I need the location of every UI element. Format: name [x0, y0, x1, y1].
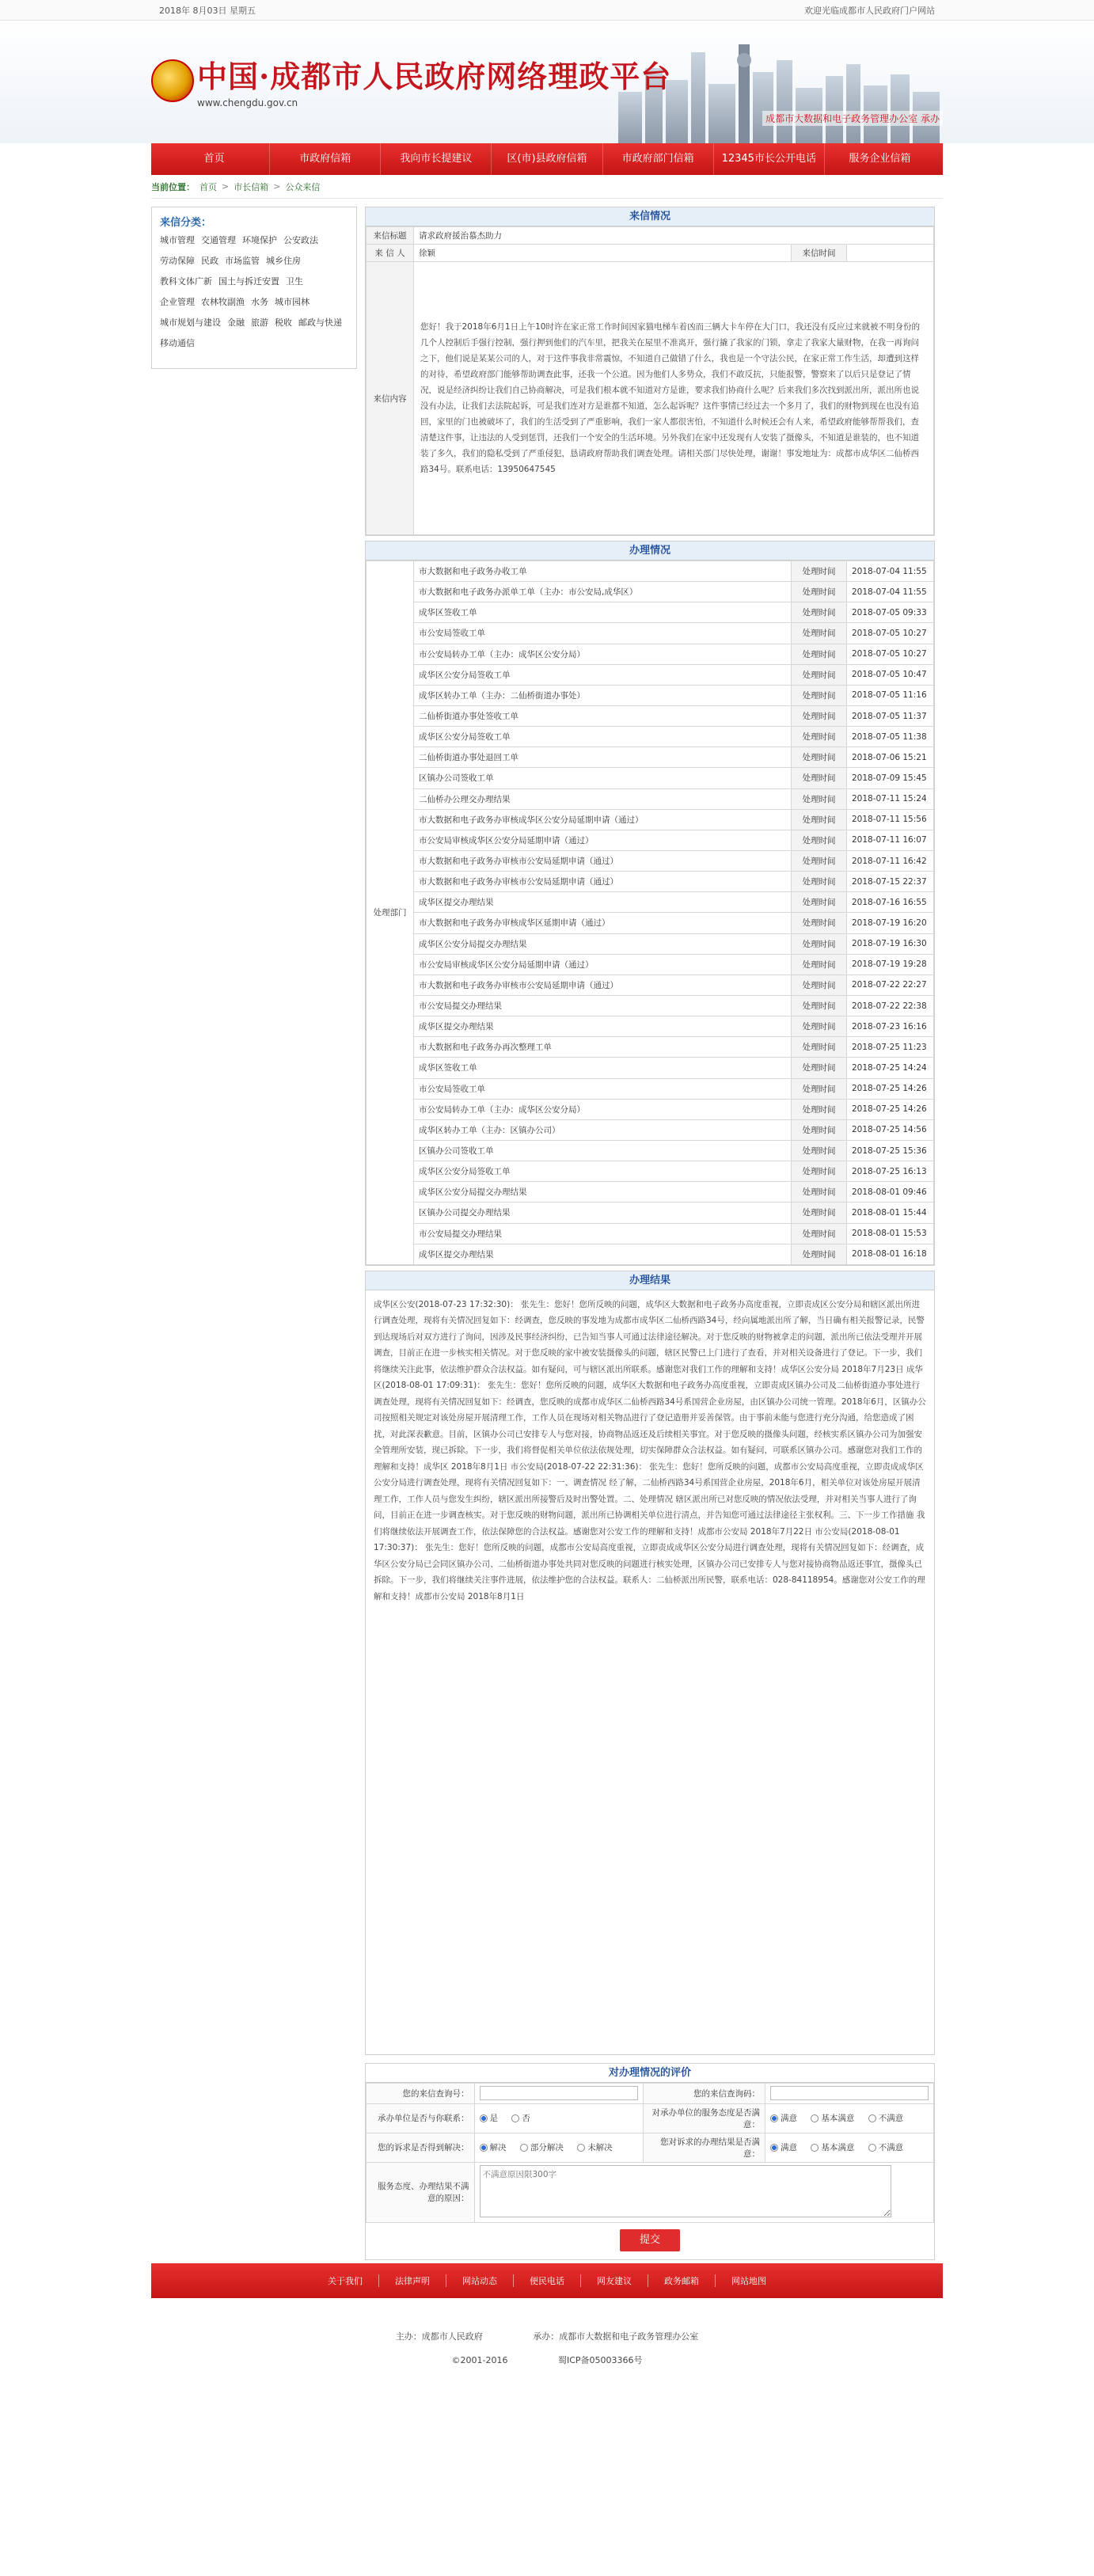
process-time: 2018-07-05 11:37 — [847, 705, 934, 726]
process-time-label: 处理时间 — [792, 872, 847, 892]
process-row — [367, 1016, 934, 1037]
process-time-label: 处理时间 — [792, 1016, 847, 1037]
process-time-label: 处理时间 — [792, 975, 847, 995]
category-item[interactable]: 城市规划与建设 — [160, 317, 221, 328]
subject-label: 来信标题 — [367, 227, 414, 245]
process-time: 2018-07-05 09:33 — [847, 602, 934, 623]
process-time-label: 处理时间 — [792, 933, 847, 954]
breadcrumb-home-link[interactable]: 首页 — [199, 181, 217, 192]
category-item[interactable]: 邮政与快递 — [298, 317, 342, 328]
process-dept: 成华区公安分局签收工单 — [414, 1161, 792, 1182]
process-row — [367, 1119, 934, 1140]
process-time: 2018-07-04 11:55 — [847, 582, 934, 602]
process-time-label: 处理时间 — [792, 727, 847, 747]
process-row — [367, 1182, 934, 1203]
letter-subject: 请求政府援治慕杰助力 — [414, 227, 934, 245]
nav-item-0[interactable]: 首页 — [159, 143, 270, 175]
process-time-label: 处理时间 — [792, 685, 847, 705]
process-time: 2018-07-23 16:16 — [847, 1016, 934, 1037]
welcome-text: 欢迎光临成都市人民政府门户网站 — [804, 6, 935, 16]
process-side-label: 处理部门 — [367, 561, 414, 1265]
footer-link[interactable]: 关于我们 — [312, 2274, 379, 2287]
process-time-label: 处理时间 — [792, 1078, 847, 1099]
process-dept: 区镇办公司签收工单 — [414, 1140, 792, 1161]
process-dept: 市公安局审核成华区公安分局延期申请（通过） — [414, 830, 792, 850]
footer-nav — [0, 2263, 1094, 2298]
breadcrumb-letters-link[interactable]: 公众来信 — [285, 181, 321, 192]
process-time-label: 处理时间 — [792, 892, 847, 913]
process-row — [367, 1223, 934, 1244]
letter-section-title: 来信情况 — [366, 207, 934, 226]
evaluation-form — [365, 2063, 935, 2260]
footer-link[interactable]: 法律声明 — [379, 2274, 446, 2287]
process-time: 2018-08-01 16:18 — [847, 1244, 934, 1264]
process-time: 2018-07-05 10:27 — [847, 644, 934, 664]
process-row — [367, 727, 934, 747]
service-satisfied-radio[interactable]: 满意 — [770, 2112, 797, 2124]
process-dept: 成华区公安分局签收工单 — [414, 664, 792, 685]
footer-icp: 蜀ICP备05003366号 — [557, 2354, 643, 2365]
process-section — [365, 541, 935, 1266]
process-dept: 成华区公安分局提交办理结果 — [414, 1182, 792, 1203]
process-time: 2018-07-15 22:37 — [847, 872, 934, 892]
process-dept: 市大数据和电子政务办审核成华区延期申请（通过） — [414, 913, 792, 933]
process-time: 2018-07-19 16:20 — [847, 913, 934, 933]
process-dept: 市大数据和电子政务办审核成华区公安分局延期申请（通过） — [414, 809, 792, 830]
process-dept: 市大数据和电子政务办审核市公安局延期申请（通过） — [414, 872, 792, 892]
national-emblem-icon — [151, 59, 194, 102]
process-time: 2018-07-11 16:42 — [847, 850, 934, 871]
process-row — [367, 850, 934, 871]
category-item[interactable]: 税收 — [275, 317, 292, 328]
process-row — [367, 1161, 934, 1182]
process-row — [367, 933, 934, 954]
category-item[interactable]: 城市管理 — [160, 235, 195, 245]
category-item[interactable]: 金融 — [227, 317, 245, 328]
result-satisfaction-label: 您对诉求的办理结果是否满意： — [643, 2133, 765, 2162]
process-time: 2018-08-01 09:46 — [847, 1182, 934, 1203]
process-time: 2018-07-22 22:27 — [847, 975, 934, 995]
breadcrumb-separator: > — [273, 181, 281, 192]
process-row — [367, 995, 934, 1016]
top-bar — [0, 0, 1094, 21]
category-item[interactable]: 城乡住房 — [266, 256, 301, 266]
process-time-label: 处理时间 — [792, 1182, 847, 1203]
footer — [0, 2298, 1094, 2425]
process-time: 2018-07-04 11:55 — [847, 561, 934, 582]
ref-code-input[interactable] — [770, 2086, 929, 2100]
category-item[interactable]: 水务 — [251, 297, 268, 307]
process-dept: 市大数据和电子政务办审核市公安局延期申请（通过） — [414, 850, 792, 871]
process-dept: 成华区公安分局签收工单 — [414, 727, 792, 747]
footer-link[interactable]: 网友建议 — [581, 2274, 648, 2287]
process-row — [367, 1078, 934, 1099]
process-time: 2018-08-01 15:53 — [847, 1223, 934, 1244]
process-row — [367, 1099, 934, 1119]
main-nav — [0, 143, 1094, 175]
category-item[interactable]: 农林牧副渔 — [201, 297, 245, 307]
letter-content: 您好！我于2018年6月1日上午10时许在家正常工作时间因家猫电梯车着凶而三辆大卡车停在大门口，我还没有反应过来就被不明身份的几个人控制后手强行控制，强行押到他们的汽车里，把我关在屋里不准离开，强行撬了我家的门锁，拿走了我家大量财物，在我一再询问之下，他们说是某某公司的人，对于这件事我非常震惊，不知道自己做错了什么，我也是一个守法公民，在家正常工作生活，却遭到这样的对待，希望政府部门能够帮助调查此事，还我一个公道。因为他们人多势众，我们不敢反抗，只能报警，警察来了以后只是登记了情况，说是经济纠纷让我们自己协商解决，可是我们根本就不知道对方是谁，要求我们协商什么呢？后来我们多次找到派出所，派出所也说没有办法，让我们去法院起诉，可是我们连对方是谁都不知道，怎么起诉呢？这件事情已经过去一个多月了，我们的财物到现在也没有追回，家里的门也被破坏了，我们的生活受到了严重影响，我们一家人都很害怕，不知道什么时候还会有人来，希望政府能够帮帮我们，查清楚这件事，让违法的人受到惩罚，还我们一个安全的生活环境。另外我们在家中还发现有人安装了摄像头，不知道是谁装的，也不知道装了多久，我们的隐私受到了严重侵犯，恳请政府帮助我们调查处理。请相关部门尽快处理，谢谢！事发地址为：成都市成华区二仙桥西路34号。联系电话：13950647545 — [414, 262, 934, 535]
contacted-no-radio[interactable]: 否 — [511, 2112, 530, 2124]
time-label: 来信时间 — [792, 245, 847, 262]
process-row — [367, 685, 934, 705]
process-row — [367, 913, 934, 933]
process-time-label: 处理时间 — [792, 1037, 847, 1058]
process-time-label: 处理时间 — [792, 768, 847, 788]
site-header — [0, 21, 1094, 143]
nav-item-4[interactable]: 市政府部门信箱 — [603, 143, 714, 175]
process-row — [367, 1037, 934, 1058]
process-time: 2018-07-16 16:55 — [847, 892, 934, 913]
process-dept: 成华区签收工单 — [414, 602, 792, 623]
process-dept: 成华区提交办理结果 — [414, 1244, 792, 1264]
footer-link[interactable]: 网站地图 — [731, 2275, 766, 2286]
process-time-label: 处理时间 — [792, 705, 847, 726]
ref-label: 您的来信查询号： — [367, 2083, 475, 2103]
process-row — [367, 582, 934, 602]
process-dept: 区镇办公司提交办理结果 — [414, 1203, 792, 1223]
breadcrumb — [0, 175, 1094, 199]
submit-button[interactable]: 提交 — [620, 2229, 680, 2251]
process-time-label: 处理时间 — [792, 644, 847, 664]
footer-link[interactable]: 便民电话 — [514, 2274, 581, 2287]
process-time-label: 处理时间 — [792, 1119, 847, 1140]
process-time-label: 处理时间 — [792, 1203, 847, 1223]
process-dept: 市公安局转办工单（主办：成华区公安分局） — [414, 644, 792, 664]
process-time: 2018-07-25 14:26 — [847, 1078, 934, 1099]
result-satisfied-radio[interactable]: 满意 — [770, 2141, 797, 2153]
process-row — [367, 1058, 934, 1078]
category-item[interactable]: 旅游 — [251, 317, 268, 328]
category-item[interactable]: 企业管理 — [160, 297, 195, 307]
reason-label: 服务态度、办理结果不满意的原因： — [367, 2162, 475, 2222]
code-label: 您的来信查询码： — [643, 2083, 765, 2103]
process-time: 2018-07-25 14:56 — [847, 1119, 934, 1140]
breadcrumb-separator: > — [222, 181, 230, 192]
process-row — [367, 954, 934, 975]
process-time-label: 处理时间 — [792, 561, 847, 582]
process-dept: 市公安局签收工单 — [414, 623, 792, 644]
process-dept: 成华区转办工单（主办：二仙桥街道办事处） — [414, 685, 792, 705]
footer-copyright: ©2001-2016 — [451, 2354, 508, 2365]
site-url: www.chengdu.gov.cn — [197, 97, 298, 108]
process-row — [367, 705, 934, 726]
breadcrumb-label: 当前位置： — [151, 181, 195, 192]
footer-host: 主办：成都市人民政府 — [395, 2331, 483, 2342]
sidebar — [151, 207, 365, 2260]
process-time-label: 处理时间 — [792, 582, 847, 602]
process-row — [367, 892, 934, 913]
nav-item-6[interactable]: 服务企业信箱 — [849, 153, 911, 165]
category-item[interactable]: 公安政法 — [283, 235, 318, 245]
breadcrumb-mailbox-link[interactable]: 市长信箱 — [234, 181, 269, 192]
footer-link[interactable]: 政务邮箱 — [648, 2274, 716, 2287]
process-row — [367, 664, 934, 685]
process-row — [367, 623, 934, 644]
process-time-label: 处理时间 — [792, 602, 847, 623]
process-time: 2018-07-05 10:47 — [847, 664, 934, 685]
service-unsatisfied-radio[interactable]: 不满意 — [868, 2112, 904, 2124]
process-row — [367, 975, 934, 995]
process-row — [367, 1203, 934, 1223]
category-item[interactable]: 卫生 — [286, 276, 303, 287]
process-dept: 市公安局提交办理结果 — [414, 995, 792, 1016]
process-time: 2018-07-19 19:28 — [847, 954, 934, 975]
result-unsatisfied-radio[interactable]: 不满意 — [868, 2141, 904, 2153]
process-dept: 市大数据和电子政务办收工单 — [414, 561, 792, 582]
process-time-label: 处理时间 — [792, 788, 847, 809]
category-item[interactable]: 教科文体广新 — [160, 276, 212, 287]
process-row — [367, 747, 934, 768]
process-row — [367, 809, 934, 830]
category-item[interactable]: 民政 — [201, 256, 218, 266]
process-time-label: 处理时间 — [792, 830, 847, 850]
letter-person: 徐颖 — [414, 245, 792, 262]
result-basic-radio[interactable]: 基本满意 — [811, 2141, 854, 2153]
process-dept: 区镇办公司签收工单 — [414, 768, 792, 788]
letter-time — [847, 245, 934, 262]
process-dept: 二仙桥街道办事处退回工单 — [414, 747, 792, 768]
footer-link[interactable]: 网站动态 — [446, 2274, 514, 2287]
category-item[interactable]: 城市园林 — [275, 297, 310, 307]
process-time-label: 处理时间 — [792, 623, 847, 644]
category-item[interactable]: 国土与拆迁安置 — [218, 276, 279, 287]
process-time-label: 处理时间 — [792, 954, 847, 975]
process-dept: 市公安局审核成华区公安分局延期申请（通过） — [414, 954, 792, 975]
process-dept: 市大数据和电子政务办审核市公安局延期申请（通过） — [414, 975, 792, 995]
service-basic-radio[interactable]: 基本满意 — [811, 2112, 854, 2124]
process-time-label: 处理时间 — [792, 809, 847, 830]
process-time: 2018-07-25 15:36 — [847, 1140, 934, 1161]
process-row — [367, 644, 934, 664]
process-time-label: 处理时间 — [792, 1140, 847, 1161]
process-time: 2018-07-25 11:23 — [847, 1037, 934, 1058]
nav-item-1[interactable]: 市政府信箱 — [270, 143, 381, 175]
sponsor-text: 成都市大数据和电子政务管理办公室 承办 — [762, 111, 943, 126]
category-item[interactable]: 市场监管 — [225, 256, 260, 266]
process-section-title: 办理情况 — [366, 541, 934, 560]
process-time: 2018-07-25 14:26 — [847, 1099, 934, 1119]
result-section-title: 办理结果 — [366, 1271, 934, 1290]
contacted-label: 承办单位是否与你联系： — [367, 2103, 475, 2133]
process-time: 2018-08-01 15:44 — [847, 1203, 934, 1223]
process-dept: 成华区提交办理结果 — [414, 892, 792, 913]
service-label: 对承办单位的服务态度是否满意： — [643, 2103, 765, 2133]
solved-yes-radio[interactable]: 解决 — [480, 2141, 507, 2153]
process-dept: 市公安局签收工单 — [414, 1078, 792, 1099]
site-title: 中国·成都市人民政府网络理政平台 — [197, 59, 672, 94]
process-row — [367, 1140, 934, 1161]
process-time: 2018-07-11 16:07 — [847, 830, 934, 850]
process-row — [367, 788, 934, 809]
nav-item-2[interactable]: 我向市长提建议 — [381, 143, 492, 175]
process-time-label: 处理时间 — [792, 664, 847, 685]
process-time-label: 处理时间 — [792, 850, 847, 871]
process-row — [367, 561, 934, 582]
process-dept: 成华区公安分局提交办理结果 — [414, 933, 792, 954]
letter-section — [365, 207, 935, 536]
category-title: 来信分类： — [160, 217, 212, 229]
reason-textarea[interactable] — [480, 2165, 891, 2217]
process-time: 2018-07-11 15:24 — [847, 788, 934, 809]
process-time: 2018-07-11 15:56 — [847, 809, 934, 830]
process-dept: 市公安局转办工单（主办：成华区公安分局） — [414, 1099, 792, 1119]
solved-partial-radio[interactable]: 部分解决 — [520, 2141, 564, 2153]
process-time: 2018-07-05 11:16 — [847, 685, 934, 705]
process-row — [367, 872, 934, 892]
process-time-label: 处理时间 — [792, 913, 847, 933]
site-logo[interactable] — [151, 52, 671, 108]
process-time: 2018-07-06 15:21 — [847, 747, 934, 768]
person-label: 来 信 人 — [367, 245, 414, 262]
process-time-label: 处理时间 — [792, 1161, 847, 1182]
process-time: 2018-07-25 14:24 — [847, 1058, 934, 1078]
process-time-label: 处理时间 — [792, 1244, 847, 1264]
footer-undertaker: 承办：成都市大数据和电子政务管理办公室 — [533, 2331, 699, 2342]
process-time: 2018-07-22 22:38 — [847, 995, 934, 1016]
process-time-label: 处理时间 — [792, 1223, 847, 1244]
content-label: 来信内容 — [367, 262, 414, 535]
ref-number-input[interactable] — [480, 2086, 638, 2100]
process-dept: 成华区提交办理结果 — [414, 1016, 792, 1037]
category-item[interactable]: 环境保护 — [242, 235, 277, 245]
process-row — [367, 1244, 934, 1264]
solved-label: 您的诉求是否得到解决： — [367, 2133, 475, 2162]
category-box — [151, 207, 357, 369]
nav-item-3[interactable]: 区(市)县政府信箱 — [492, 143, 602, 175]
category-item[interactable]: 劳动保障 — [160, 256, 195, 266]
result-section — [365, 1271, 935, 2055]
process-time: 2018-07-19 16:30 — [847, 933, 934, 954]
solved-no-radio[interactable]: 未解决 — [577, 2141, 613, 2153]
process-row — [367, 768, 934, 788]
process-row — [367, 830, 934, 850]
process-time: 2018-07-05 11:38 — [847, 727, 934, 747]
process-time-label: 处理时间 — [792, 1058, 847, 1078]
category-list — [160, 234, 348, 357]
evaluation-title: 对办理情况的评价 — [366, 2064, 934, 2083]
nav-item-5[interactable]: 12345市长公开电话 — [714, 143, 825, 175]
process-dept: 市大数据和电子政务办再次整理工单 — [414, 1037, 792, 1058]
process-dept: 二仙桥街道办事处签收工单 — [414, 705, 792, 726]
category-item[interactable]: 交通管理 — [201, 235, 236, 245]
process-row — [367, 602, 934, 623]
process-time-label: 处理时间 — [792, 1099, 847, 1119]
process-dept: 成华区签收工单 — [414, 1058, 792, 1078]
process-time-label: 处理时间 — [792, 995, 847, 1016]
process-time: 2018-07-05 10:27 — [847, 623, 934, 644]
contacted-yes-radio[interactable]: 是 — [480, 2112, 499, 2124]
letter-detail — [365, 207, 935, 2260]
process-dept: 市公安局提交办理结果 — [414, 1223, 792, 1244]
process-dept: 成华区转办工单（主办：区镇办公司） — [414, 1119, 792, 1140]
category-item[interactable]: 移动通信 — [160, 338, 195, 348]
result-text: 成华区公安(2018-07-23 17:32:30)： 张先生：您好！您所反映的问题，成华区大数据和电子政务办高度重视，立即责成区公安分局和辖区派出所进行调查处理，现将有关情况回复如下：经调查，您反映的事发地为成都市成华区二仙桥西路34号，经向属地派出所了解，当日确有相关报警记录，民警到达现场后对双方进行了询问，因涉及民事经济纠纷，已告知当事人可通过法律途径解决。对于您反映的财物被拿走的问题，派出所已依法受理并开展调查，目前正在进一步核实相关情况。对于您反映的家中被安装摄像头的问题，辖区民警已上门进行了查看，并对相关设备进行了登记。下一步，我们将继续关注此事，依法维护群众合法权益。如有疑问，可与辖区派出所联系。感谢您对我们工作的理解和支持！成华区公安分局 2018年7月23日 成华区(2018-08-01 17:09:31)： 张先生：您好！您所反映的问题，成华区大数据和电子政务办高度重视，立即责成区镇办公司及二仙桥街道办事处进行调查处理，现将有关情况回复如下：经调查，您反映的成都市成华区二仙桥西路34号系国营企业房屋，由区镇办公司统一管理。2018年6月，区镇办公司按照相关规定对该处房屋开展清理工作，工作人员在现场对相关物品进行了登记造册并妥善保管。由于事前未能与您进行充分沟通，给您造成了困扰，对此深表歉意。目前，区镇办公司已安排专人与您对接，协商物品返还及后续相关事宜。对于您反映的摄像头问题，经核实系区镇办公司为加强安全管理所安装，现已拆除。下一步，我们将督促相关单位依法依规处理，切实保障群众合法权益。如有疑问，可联系区镇办公司。感谢您对我们工作的理解和支持！成华区 2018年8月1日 市公安局(2018-07-22 22:31:36)： 张先生：您好！您所反映的问题，成都市公安局高度重视，立即责成成华区公安分局进行调查处理，现将有关情况回复如下：一、调查情况 经了解，二仙桥西路34号系国营企业房屋，2018年6月，相关单位对该处房屋开展清理工作，工作人员与您发生纠纷，辖区派出所接警后及时出警处置。二、处理情况 辖区派出所已对您反映的情况依法受理，并对相关当事人进行了询问，目前正在进一步调查核实。对于您反映的财物问题，派出所已协调相关单位进行清点，并告知您可通过法律途径主张权利。三、下一步工作措施 我们将继续依法开展调查工作，依法保障您的合法权益。感谢您对公安工作的理解和支持！成都市公安局 2018年7月22日 市公安局(2018-08-01 17:30:37)： 张先生：您好！您所反映的问题，成都市公安局高度重视，立即责成成华区公安分局进行调查处理，现将有关情况回复如下：经调查，成华区公安分局已会同区镇办公司、二仙桥街道办事处共同对您反映的问题进行核实处理，区镇办公司已安排专人与您对接协商物品返还事宜，摄像头已拆除。下一步，我们将继续关注事件进展，依法维护您的合法权益。联系人：二仙桥派出所民警，联系电话：028-84118954。感谢您对公安工作的理解和支持！成都市公安局 2018年8月1日 — [374, 1299, 926, 1601]
process-dept: 二仙桥办公理交办理结果 — [414, 788, 792, 809]
process-time-label: 处理时间 — [792, 747, 847, 768]
process-time: 2018-07-09 15:45 — [847, 768, 934, 788]
current-date: 2018年 8月03日 星期五 — [159, 6, 256, 16]
process-time: 2018-07-25 16:13 — [847, 1161, 934, 1182]
process-dept: 市大数据和电子政务办派单工单（主办：市公安局,成华区） — [414, 582, 792, 602]
